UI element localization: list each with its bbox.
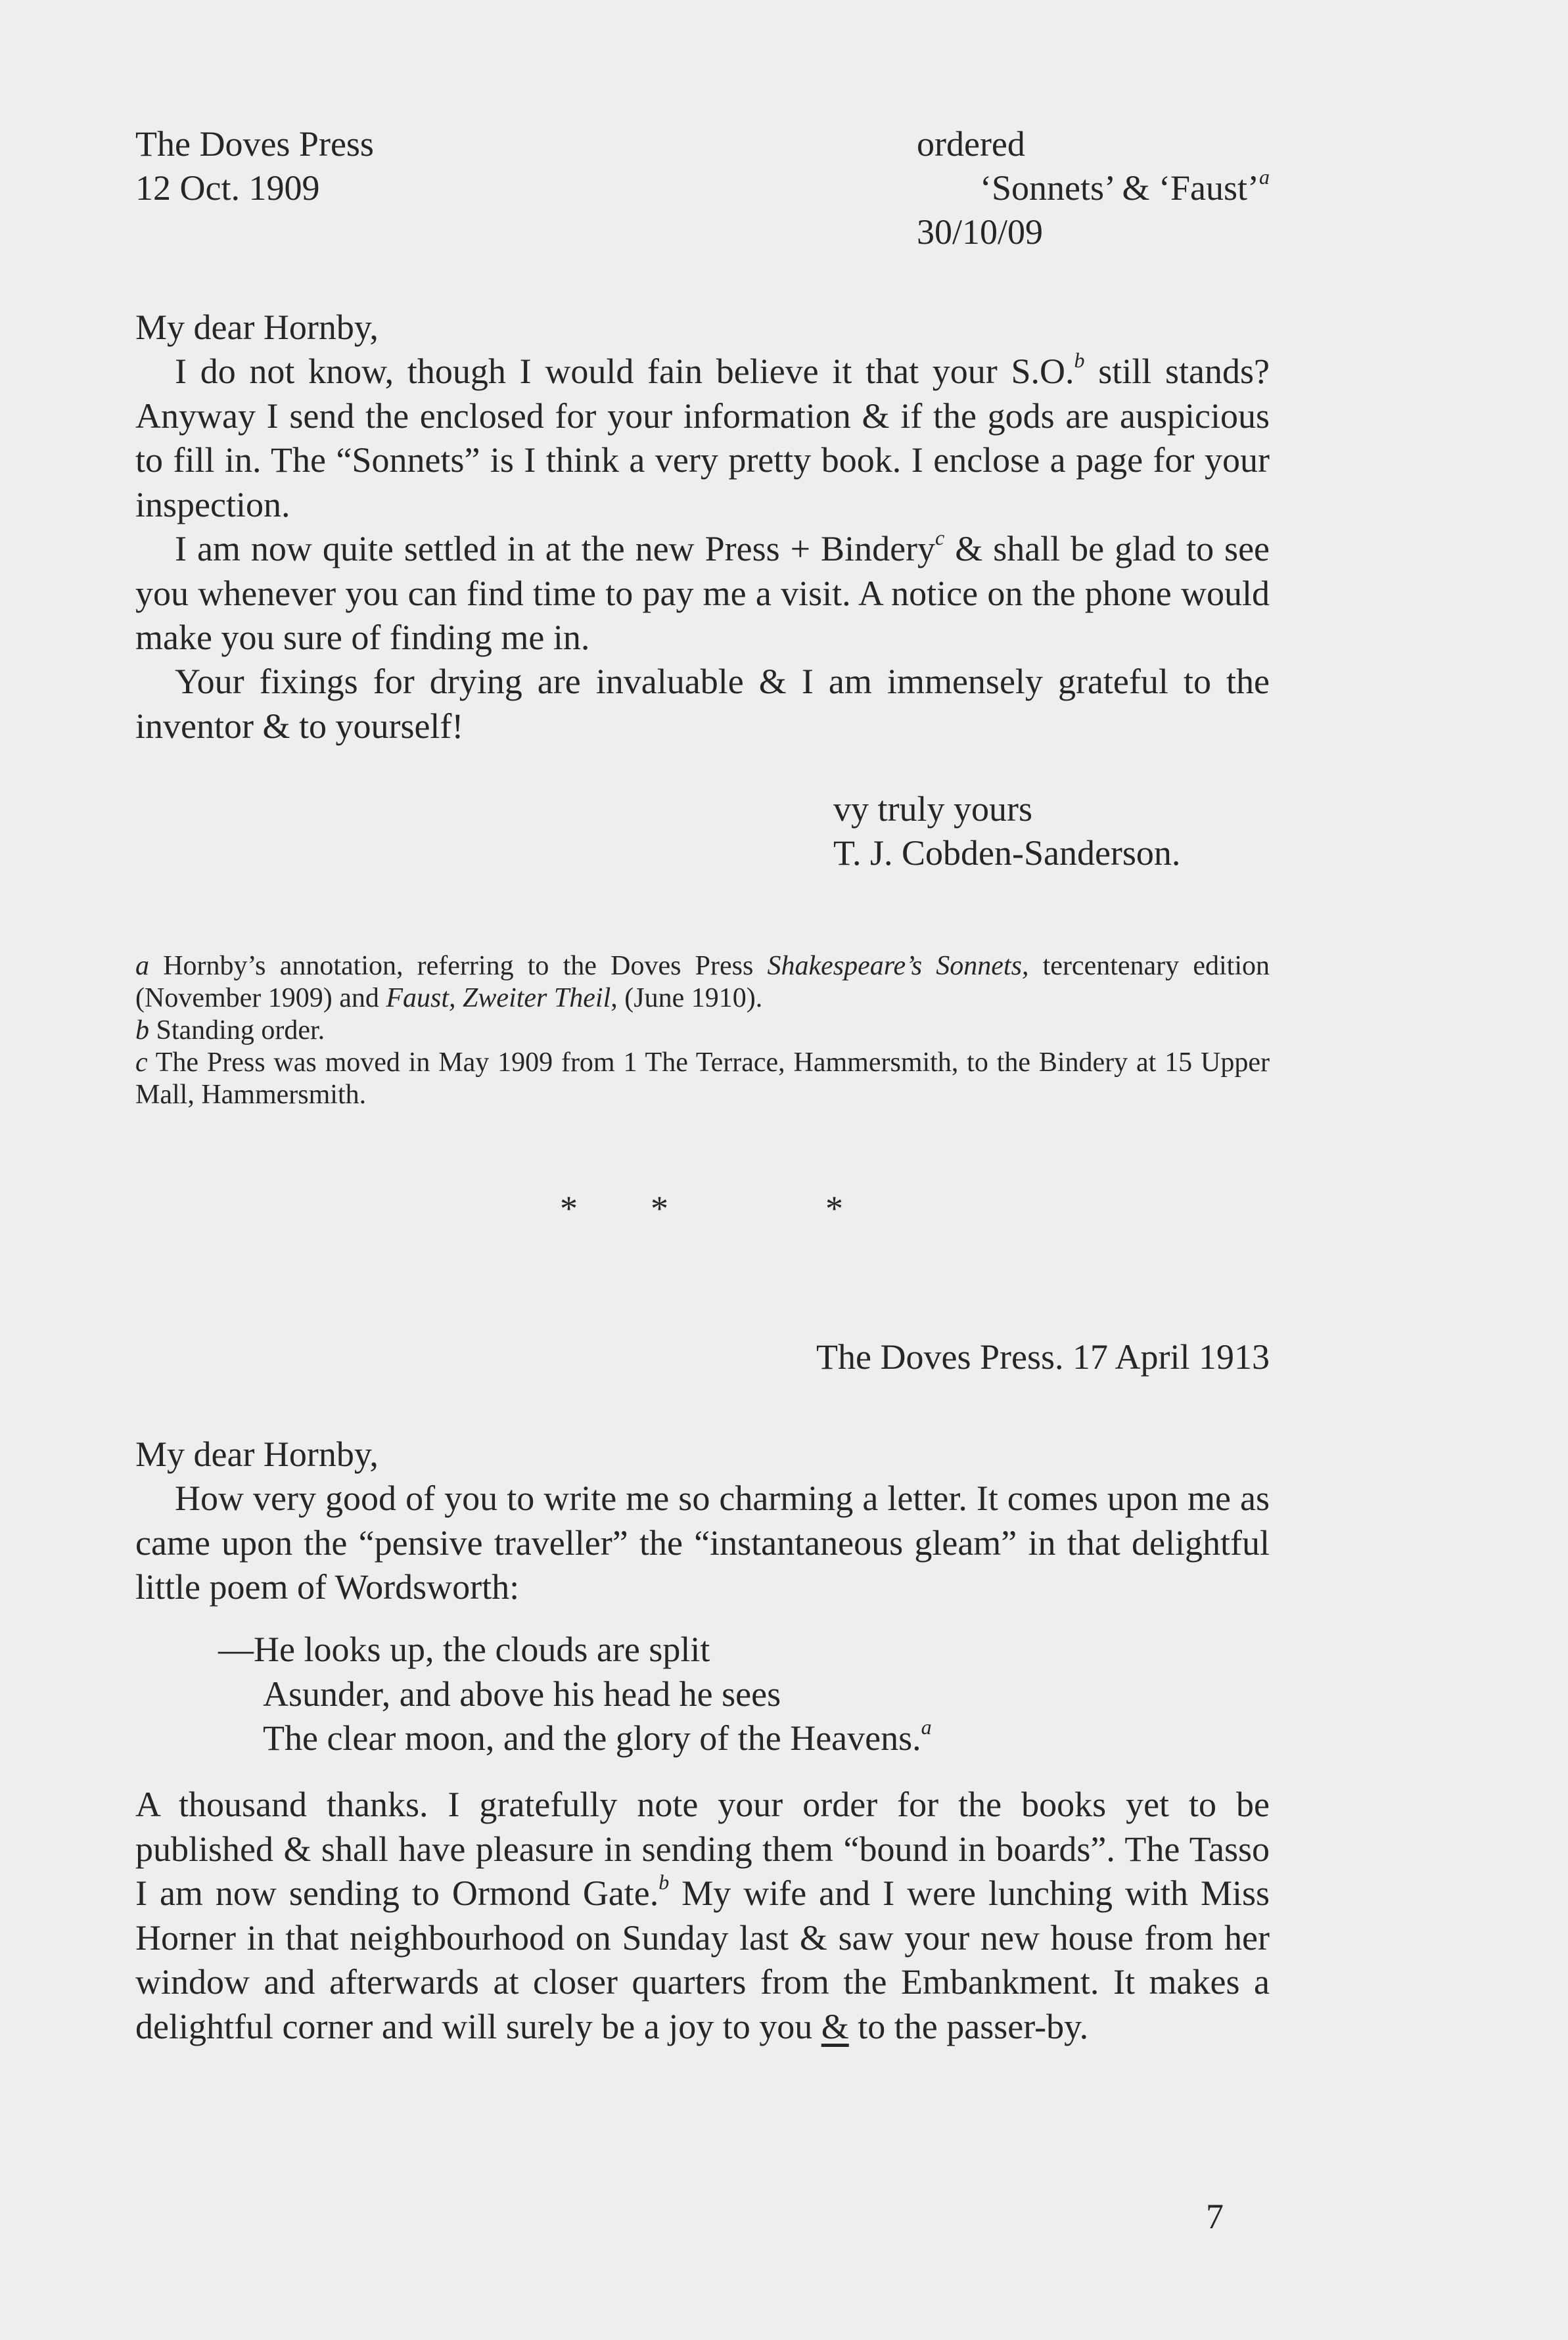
letter1-closing: vy truly yours — [833, 789, 1032, 829]
footnote-b: b Standing order. — [135, 1015, 325, 1045]
separator-star: * — [825, 1189, 843, 1228]
verse-line: The clear moon, and the glory of the Heavens.$^a$ — [263, 1715, 932, 1758]
verse-line: Asunder, and above his head he sees — [263, 1674, 781, 1714]
letter1-salutation: My dear Hornby, — [135, 308, 379, 347]
footnote-mark: a — [135, 951, 149, 981]
letter1-annotation-line3: 30/10/09 — [917, 212, 1044, 252]
letter1-annotation-line1: ordered — [917, 124, 1025, 164]
footnote-marker: b — [658, 1870, 670, 1894]
letter1-annotation-line2: ‘Sonnets’ & ‘Faust’$^a$ — [980, 165, 1270, 208]
letter1-sender: The Doves Press — [135, 124, 374, 164]
footnote-c: c The Press was moved in May 1909 from 1 The Terrace, Hammersmith, to the Bindery at 15 Upper Mall, Hammersmith. — [135, 1047, 1270, 1110]
letter1-paragraph-2: I am now quite settled in at the new Press + Bindery$^c$ & shall be glad to see you whenever you can find time to pay me a visit. A notice on the phone would make you sure of finding me in. — [135, 526, 1270, 657]
letter2-paragraph-2: A thousand thanks. I gratefully note your order for the books yet to be published & shall have pleasure in sending them “bound in boards”. The Tasso I am now sending to Ormond Gate.$^b$ My wife and I were lunching with Miss Horner in that neighbourhood on Sunday last & saw your new house from her window and afterwards at closer quarters from the Embankment. It makes a delightful corner and will surely be a joy to you & to the passer-by. — [135, 1785, 1270, 2046]
separator-star: * — [651, 1189, 668, 1228]
footnote-marker: a — [921, 1715, 932, 1739]
footnote-marker: b — [1074, 348, 1085, 372]
verse-line: —He looks up, the clouds are split — [218, 1630, 710, 1669]
letter2-salutation: My dear Hornby, — [135, 1434, 379, 1474]
letter2-paragraph-1: How very good of you to write me so charming a letter. It comes upon me as came upon the “pensive traveller” the “instantaneous gleam” in that delightful little poem of Wordsworth: — [135, 1479, 1270, 1607]
verse-quote — [218, 1628, 932, 1761]
separator-star: * — [560, 1189, 578, 1228]
footnote-mark: c — [135, 1047, 148, 1078]
section-separator — [0, 1188, 1568, 1234]
footnote-a: a Hornby’s annotation, referring to the Doves Press Shakespeare’s Sonnets, tercentenary edition (November 1909) and Faust, Zweiter Theil, (June 1910). — [135, 951, 1270, 1013]
letter1-paragraph-1: I do not know, though I would fain believe it that your S.O.$^b$ still stands? Anyway I send the enclosed for your information & if the gods are auspicious to fill in. The “Sonnets” is I think a very pretty book. I enclose a page for your inspection. — [135, 348, 1270, 524]
underlined-ampersand: & — [821, 2006, 849, 2046]
page-number: 7 — [1206, 2197, 1224, 2236]
footnote-marker: a — [1259, 165, 1270, 189]
letter2-heading: The Doves Press. 17 April 1913 — [816, 1337, 1270, 1377]
letter1-signature: T. J. Cobden-Sanderson. — [833, 833, 1181, 873]
footnote-marker: c — [935, 526, 945, 549]
letter1-paragraph-3: Your fixings for drying are invaluable & I am immensely grateful to the inventor & to yourself! — [135, 662, 1270, 746]
letter1-date: 12 Oct. 1909 — [135, 168, 320, 208]
footnote-mark: b — [135, 1015, 149, 1045]
